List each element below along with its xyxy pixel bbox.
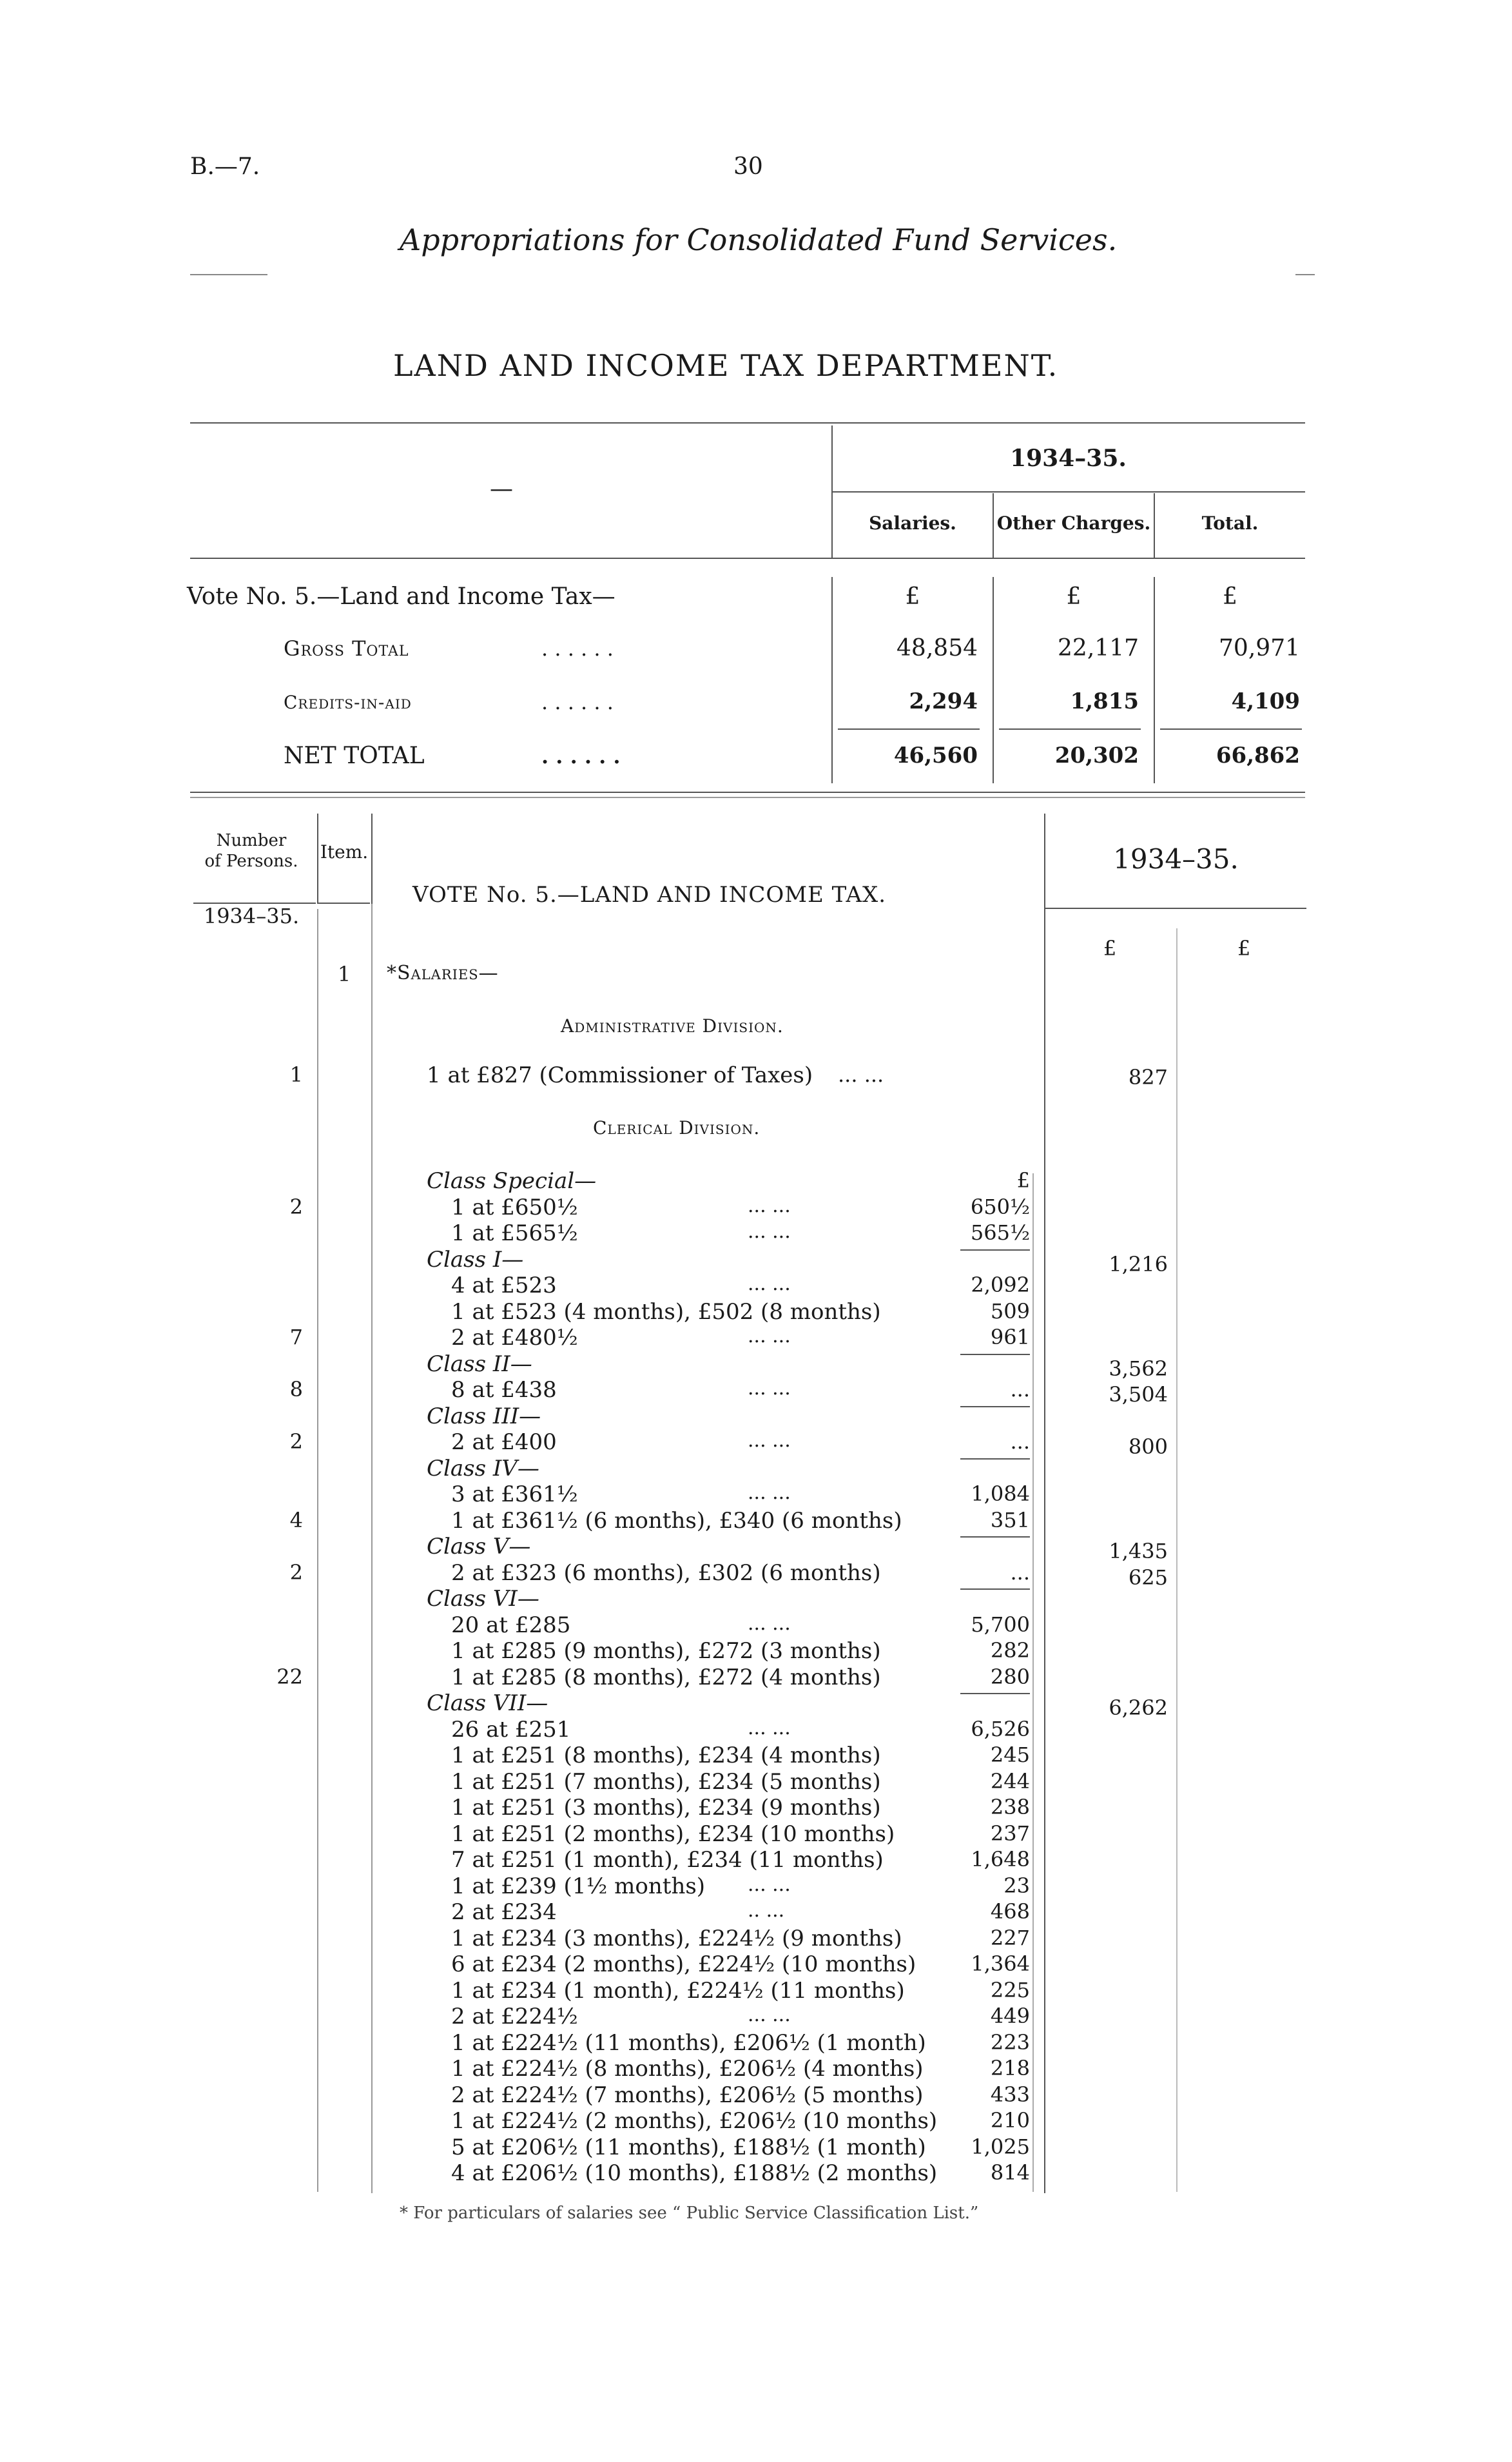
sum-rule — [960, 1536, 1030, 1538]
persons-count: 2 — [289, 1560, 303, 1585]
leader-dots: .. ... — [748, 1899, 785, 1922]
sub-amount: 6,526 — [971, 1717, 1030, 1741]
sum-rule — [960, 1588, 1030, 1590]
sum-rule — [838, 728, 980, 730]
salary-line: 1 at £251 (7 months), £234 (5 months) — [451, 1769, 881, 1795]
sub-amount: 223 — [990, 2030, 1030, 2055]
persons-count: 2 — [289, 1429, 303, 1454]
summary-row-label: NET TOTAL — [284, 743, 425, 769]
gross-salaries: 48,854 — [897, 635, 978, 661]
leader-dots: ... ... — [748, 1873, 791, 1896]
sub-amount: 1,084 — [971, 1481, 1030, 1506]
sub-amount: ... — [1010, 1429, 1030, 1454]
class-total: 6,262 — [1109, 1695, 1168, 1720]
admin-persons: 1 — [289, 1062, 303, 1087]
pound-sign: £ — [1237, 936, 1251, 961]
leader-dots: ... ... — [748, 1220, 791, 1243]
salary-line: 1 at £251 (8 months), £234 (4 months) — [451, 1743, 881, 1768]
salary-line: 1 at £523 (4 months), £502 (8 months) — [451, 1299, 881, 1325]
salary-line: 1 at £239 (1½ months) — [451, 1873, 706, 1899]
summary-year-rule — [833, 491, 1305, 493]
leader-dots: . . . . . . — [541, 744, 621, 768]
col-rule — [371, 814, 373, 904]
summary-dash: — — [490, 476, 513, 502]
net-total: 66,862 — [1216, 743, 1300, 768]
sum-rule — [960, 1354, 1030, 1355]
class-heading: Class V— — [427, 1534, 531, 1559]
leader-dots: ... ... — [748, 1195, 791, 1217]
credits-other: 1,815 — [1070, 689, 1139, 714]
class-heading: Class IV— — [427, 1456, 539, 1481]
leader-dots: . . . . . . — [541, 690, 614, 714]
item-header-rule — [318, 903, 370, 904]
salary-line: 1 at £234 (3 months), £224½ (9 months) — [451, 1926, 902, 1951]
class-total: 625 — [1128, 1565, 1168, 1590]
persons-count: 7 — [289, 1325, 303, 1349]
sub-amount: 433 — [990, 2082, 1030, 2107]
sub-col-rule — [1032, 1173, 1034, 2192]
col-salaries: Salaries. — [869, 513, 956, 534]
sub-amount: 225 — [990, 1978, 1030, 2002]
leader-dots: ... ... — [748, 1612, 791, 1635]
summary-bottom-rule — [190, 792, 1305, 793]
sub-amount: 23 — [1003, 1873, 1030, 1898]
sub-amount: 282 — [990, 1638, 1030, 1663]
sub-amount: 218 — [990, 2056, 1030, 2080]
salary-line: 5 at £206½ (11 months), £188½ (1 month) — [451, 2135, 926, 2160]
admin-amount: 827 — [1128, 1065, 1168, 1089]
leader-dots: ... ... — [748, 1325, 791, 1347]
credits-total: 4,109 — [1231, 689, 1300, 714]
col-rule — [317, 909, 318, 2192]
sum-rule — [1160, 728, 1302, 730]
document-reference: B.—7. — [190, 153, 260, 180]
summary-bottom-rule — [190, 797, 1305, 798]
sub-amount: 280 — [990, 1665, 1030, 1689]
sum-rule — [999, 728, 1141, 730]
divider — [190, 274, 267, 275]
leader-dots: ... ... — [748, 1717, 791, 1739]
salary-line: 4 at £206½ (10 months), £188½ (2 months) — [451, 2160, 938, 2186]
sub-amount: 650½ — [970, 1195, 1030, 1219]
sub-amount: 1,025 — [971, 2135, 1030, 2159]
col-rule — [371, 904, 373, 2193]
summary-top-rule — [190, 422, 1305, 424]
sum-rule — [960, 1249, 1030, 1251]
leader-dots: ... ... — [748, 2004, 791, 2026]
pound-sign: £ — [905, 583, 920, 610]
sub-amount: 468 — [990, 1899, 1030, 1924]
leader-dots: . . . . . . — [541, 636, 614, 661]
leader-dots: ... ... — [748, 1481, 791, 1504]
salary-line: 1 at £285 (8 months), £272 (4 months) — [451, 1665, 881, 1690]
salary-line: 1 at £224½ (2 months), £206½ (10 months) — [451, 2108, 938, 2134]
vote-title: VOTE No. 5.—LAND AND INCOME TAX. — [412, 882, 887, 908]
admin-line: 1 at £827 (Commissioner of Taxes) — [427, 1062, 813, 1088]
leader-dots: ... ... — [838, 1062, 884, 1087]
sub-amount: 565½ — [970, 1220, 1030, 1245]
salary-line: 2 at £224½ (7 months), £206½ (5 months) — [451, 2082, 924, 2108]
sub-amount: 351 — [990, 1508, 1030, 1532]
class-heading: Class I— — [427, 1247, 524, 1273]
salary-line: 2 at £234 — [451, 1899, 557, 1925]
sub-amount: 1,648 — [971, 1847, 1030, 1871]
col-year: 1934–35. — [1113, 843, 1239, 875]
class-heading: Class II— — [427, 1351, 532, 1377]
class-heading: Class VI— — [427, 1586, 539, 1612]
summary-row-label: Credits-in-aid — [284, 692, 412, 713]
salary-line: 4 at £523 — [451, 1273, 557, 1298]
clerical-division-heading: Clerical Division. — [593, 1117, 761, 1138]
salary-line: 1 at £234 (1 month), £224½ (11 months) — [451, 1978, 905, 2004]
item-number: 1 — [337, 962, 351, 986]
salary-line: 1 at £650½ — [451, 1195, 578, 1220]
salary-line: 26 at £251 — [451, 1717, 571, 1743]
sum-rule — [960, 1693, 1030, 1694]
gross-total: 70,971 — [1219, 635, 1300, 661]
salary-line: 1 at £251 (3 months), £234 (9 months) — [451, 1795, 881, 1821]
col-other-charges: Other Charges. — [996, 513, 1151, 534]
class-total: 1,216 — [1109, 1252, 1168, 1276]
col-number-of-persons: Number of Persons. — [204, 831, 298, 871]
persons-count: 8 — [289, 1377, 303, 1402]
class-heading: Class Special— — [427, 1168, 597, 1194]
gross-other: 22,117 — [1058, 635, 1139, 661]
salary-line: 1 at £251 (2 months), £234 (10 months) — [451, 1821, 895, 1847]
sub-amount: 245 — [990, 1743, 1030, 1767]
salary-line: 2 at £400 — [451, 1429, 557, 1455]
administrative-division-heading: Administrative Division. — [561, 1015, 784, 1037]
class-heading: Class VII— — [427, 1690, 548, 1716]
class-total: 3,504 — [1109, 1382, 1168, 1407]
salary-line: 1 at £224½ (8 months), £206½ (4 months) — [451, 2056, 924, 2082]
col-rule — [1176, 928, 1178, 2192]
pound-sign: £ — [1066, 583, 1081, 610]
sub-amount: 961 — [990, 1325, 1030, 1349]
sub-amount: 244 — [990, 1769, 1030, 1793]
leader-dots: ... ... — [748, 1429, 791, 1452]
salary-line: 8 at £438 — [451, 1377, 557, 1403]
col-total: Total. — [1201, 513, 1259, 534]
page-subtitle: Appropriations for Consolidated Fund Services. — [400, 222, 1118, 257]
sub-amount: ... — [1010, 1560, 1030, 1585]
sub-amount: 5,700 — [971, 1612, 1030, 1637]
salary-line: 20 at £285 — [451, 1612, 571, 1638]
sum-rule — [960, 1406, 1030, 1407]
col-item: Item. — [320, 841, 369, 863]
page-number: 30 — [733, 153, 763, 180]
divider — [1295, 274, 1315, 275]
sub-amount: 238 — [990, 1795, 1030, 1819]
sub-amount: 1,364 — [971, 1951, 1030, 1976]
net-salaries: 46,560 — [893, 743, 978, 768]
sum-rule — [960, 1458, 1030, 1460]
sub-amount: 2,092 — [971, 1273, 1030, 1297]
summary-row-label: Gross Total — [284, 636, 409, 661]
salary-line: 2 at £480½ — [451, 1325, 578, 1351]
leader-dots: ... ... — [748, 1377, 791, 1400]
summary-vote-label: Vote No. 5.—Land and Income Tax— — [187, 583, 615, 610]
class-total: 3,562 — [1109, 1356, 1168, 1381]
pound-sign: £ — [1223, 583, 1237, 610]
class-total: 1,435 — [1109, 1539, 1168, 1563]
sub-amount: 509 — [990, 1299, 1030, 1324]
salary-line: 1 at £565½ — [451, 1220, 578, 1246]
sub-amount: 814 — [990, 2160, 1030, 2185]
summary-header-rule — [190, 558, 1305, 559]
salaries-heading: *Salaries— — [387, 962, 499, 984]
salary-line: 1 at £285 (9 months), £272 (3 months) — [451, 1638, 881, 1664]
credits-salaries: 2,294 — [909, 689, 978, 714]
salary-line: 7 at £251 (1 month), £234 (11 months) — [451, 1847, 884, 1873]
salary-line: 6 at £234 (2 months), £224½ (10 months) — [451, 1951, 916, 1977]
salary-line: 2 at £323 (6 months), £302 (6 months) — [451, 1560, 881, 1586]
sub-amount: 227 — [990, 1926, 1030, 1950]
leader-dots: ... ... — [748, 1273, 791, 1295]
col-rule — [1044, 814, 1045, 2193]
salary-line: 2 at £224½ — [451, 2004, 578, 2029]
salary-line: 1 at £361½ (6 months), £340 (6 months) — [451, 1508, 902, 1534]
persons-year: 1934–35. — [203, 904, 300, 928]
page-title: LAND AND INCOME TAX DEPARTMENT. — [393, 348, 1059, 383]
persons-count: 4 — [289, 1508, 303, 1532]
net-other: 20,302 — [1054, 743, 1139, 768]
sub-amount: £ — [1016, 1168, 1030, 1193]
persons-count: 22 — [276, 1665, 303, 1689]
pound-sign: £ — [1103, 936, 1117, 961]
footnote: * For particulars of salaries see “ Public Service Classification List.” — [400, 2203, 979, 2223]
col-year-rule — [1045, 908, 1306, 909]
class-heading: Class III— — [427, 1403, 541, 1429]
sub-amount: 210 — [990, 2108, 1030, 2133]
sub-amount: ... — [1010, 1377, 1030, 1402]
class-total: 800 — [1128, 1434, 1168, 1459]
salary-line: 3 at £361½ — [451, 1481, 578, 1507]
salary-line: 1 at £224½ (11 months), £206½ (1 month) — [451, 2030, 926, 2056]
persons-count: 2 — [289, 1195, 303, 1219]
summary-year-heading: 1934–35. — [1010, 445, 1127, 472]
sub-amount: 449 — [990, 2004, 1030, 2028]
sub-amount: 237 — [990, 1821, 1030, 1846]
